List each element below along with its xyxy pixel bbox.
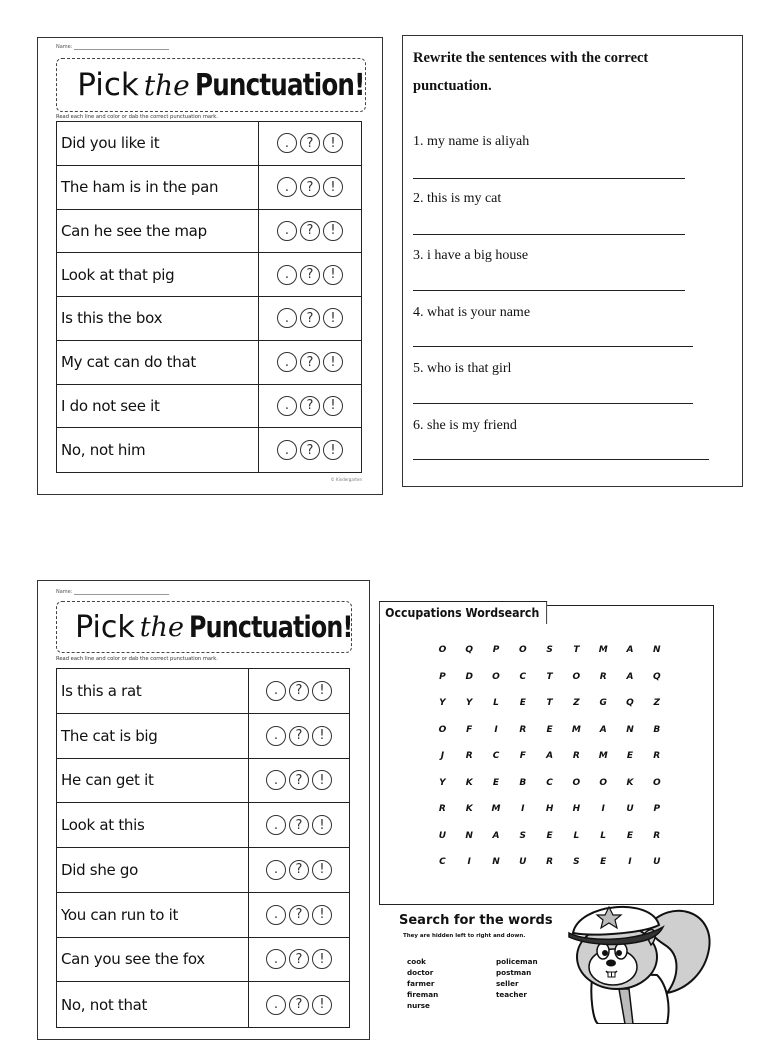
grid-letter[interactable]: C: [546, 777, 553, 788]
exclamation-option[interactable]: !: [323, 352, 343, 372]
grid-letter[interactable]: R: [519, 724, 527, 735]
grid-letter[interactable]: E: [519, 698, 526, 709]
instructions: Read each line and color or dab the correct punctuation mark.: [56, 114, 218, 120]
question-mark-option[interactable]: ?: [289, 995, 309, 1015]
grid-row: [429, 849, 670, 876]
word-item: fireman: [407, 990, 439, 999]
grid-letter[interactable]: O: [438, 645, 447, 656]
title-pick: Pick: [75, 609, 135, 645]
grid-letter[interactable]: U: [438, 830, 447, 841]
sentence-table: [56, 121, 362, 473]
sentence-row: [57, 166, 361, 210]
word-item: cook: [407, 957, 426, 966]
punctuation-options: [249, 938, 349, 982]
exclamation-option[interactable]: !: [323, 177, 343, 197]
period-option[interactable]: .: [277, 177, 297, 197]
answer-line-1[interactable]: [413, 178, 685, 179]
grid-letter[interactable]: T: [546, 671, 553, 682]
punctuation-options: [259, 210, 361, 253]
sentence-row: [57, 210, 361, 254]
rewrite-panel: [402, 35, 743, 487]
answer-line-3[interactable]: [413, 290, 685, 291]
sentence-text: No, not him: [57, 428, 259, 472]
sentence-row: [57, 938, 349, 983]
grid-letter[interactable]: Z: [653, 698, 661, 709]
word-item: doctor: [407, 968, 434, 977]
grid-letter[interactable]: P: [492, 645, 500, 656]
grid-letter[interactable]: U: [626, 804, 634, 815]
punctuation-options: [249, 893, 349, 937]
sentence-row: [57, 759, 349, 804]
grid-letter[interactable]: R: [653, 751, 661, 762]
sentence-text: Is this a rat: [57, 669, 249, 713]
title-the: the: [143, 68, 190, 102]
grid-letter[interactable]: A: [599, 724, 607, 735]
sentence-row: [57, 297, 361, 341]
question-mark-option[interactable]: ?: [300, 308, 320, 328]
question-mark-option[interactable]: ?: [289, 770, 309, 790]
exclamation-option[interactable]: !: [323, 265, 343, 285]
grid-letter[interactable]: R: [546, 857, 554, 868]
punctuation-options: [259, 122, 361, 165]
title-pick: Pick: [77, 67, 139, 103]
grid-letter[interactable]: S: [519, 830, 527, 841]
grid-letter[interactable]: O: [652, 777, 661, 788]
sentence-row: [57, 803, 349, 848]
word-item: postman: [496, 968, 532, 977]
grid-row: [429, 796, 670, 823]
grid-letter[interactable]: P: [439, 671, 446, 682]
sentence-text: Can you see the fox: [57, 938, 249, 982]
grid-letter[interactable]: C: [439, 857, 446, 868]
punctuation-options: [249, 982, 349, 1027]
question-mark-option[interactable]: ?: [300, 352, 320, 372]
search-title: Search for the words: [399, 913, 553, 928]
question-mark-option[interactable]: ?: [300, 396, 320, 416]
grid-letter[interactable]: Q: [652, 671, 661, 682]
exclamation-option[interactable]: !: [323, 440, 343, 460]
exclamation-option[interactable]: !: [312, 815, 332, 835]
question-mark-option[interactable]: ?: [300, 265, 320, 285]
grid-letter[interactable]: H: [545, 804, 554, 815]
sentence-text: Look at this: [57, 803, 249, 847]
punctuation-options: [259, 341, 361, 384]
word-item: seller: [496, 979, 519, 988]
sentence-text: Did she go: [57, 848, 249, 892]
grid-letter[interactable]: I: [601, 804, 605, 815]
question-mark-option[interactable]: ?: [300, 177, 320, 197]
worksheet-2: [37, 580, 370, 1040]
period-option[interactable]: .: [277, 308, 297, 328]
grid-letter[interactable]: L: [600, 830, 607, 841]
sentence-text: Did you like it: [57, 122, 259, 165]
question-mark-option[interactable]: ?: [289, 860, 309, 880]
question-mark-option[interactable]: ?: [300, 221, 320, 241]
question-mark-option[interactable]: ?: [289, 949, 309, 969]
title-the: the: [139, 611, 184, 643]
grid-letter[interactable]: O: [572, 777, 581, 788]
grid-letter[interactable]: U: [653, 857, 661, 868]
grid-letter[interactable]: G: [599, 698, 607, 709]
sentence-row: [57, 385, 361, 429]
sentence-row: [57, 982, 349, 1027]
period-option[interactable]: .: [266, 995, 286, 1015]
grid-letter[interactable]: E: [546, 724, 553, 735]
rewrite-item-4: 4. what is your name: [413, 305, 531, 320]
rewrite-item-3: 3. i have a big house: [413, 248, 529, 263]
word-item: nurse: [407, 1001, 430, 1010]
answer-line-2[interactable]: [413, 234, 685, 235]
title-punctuation: Punctuation!: [188, 610, 353, 644]
grid-letter[interactable]: C: [519, 671, 527, 682]
sentence-text: My cat can do that: [57, 341, 259, 384]
sentence-table: [56, 668, 350, 1028]
grid-letter[interactable]: R: [465, 751, 473, 762]
rewrite-title: Rewrite the sentences with the correct punctuation.: [413, 50, 649, 94]
period-option[interactable]: .: [266, 815, 286, 835]
period-option[interactable]: .: [266, 770, 286, 790]
grid-letter[interactable]: Y: [439, 777, 446, 788]
question-mark-option[interactable]: ?: [289, 905, 309, 925]
wordsearch-panel: [379, 591, 715, 1024]
exclamation-option[interactable]: !: [312, 681, 332, 701]
punctuation-options: [249, 669, 349, 713]
sentence-text: The ham is in the pan: [57, 166, 259, 209]
grid-letter[interactable]: I: [494, 724, 498, 735]
period-option[interactable]: .: [266, 905, 286, 925]
grid-letter[interactable]: N: [492, 857, 500, 868]
search-subtitle: They are hidden left to right and down.: [403, 933, 526, 939]
word-item: farmer: [407, 979, 435, 988]
exclamation-option[interactable]: !: [323, 396, 343, 416]
title-punctuation: Punctuation!: [194, 67, 365, 103]
grid-letter[interactable]: Q: [626, 698, 634, 709]
grid-letter[interactable]: I: [521, 804, 525, 815]
grid-letter[interactable]: E: [546, 830, 553, 841]
sentence-text: Look at that pig: [57, 253, 259, 296]
period-option[interactable]: .: [277, 352, 297, 372]
sentence-text: Is this the box: [57, 297, 259, 340]
grid-letter[interactable]: S: [573, 857, 580, 868]
grid-letter[interactable]: F: [519, 751, 526, 762]
grid-letter[interactable]: N: [626, 724, 634, 735]
grid-letter[interactable]: A: [492, 830, 500, 841]
grid-letter[interactable]: E: [492, 777, 500, 788]
punctuation-options: [259, 166, 361, 209]
question-mark-option[interactable]: ?: [289, 815, 309, 835]
grid-row: [429, 770, 670, 797]
word-item: policeman: [496, 957, 538, 966]
grid-letter[interactable]: T: [573, 645, 580, 656]
grid-letter[interactable]: R: [572, 751, 580, 762]
period-option[interactable]: .: [266, 726, 286, 746]
grid-letter[interactable]: O: [599, 777, 607, 788]
grid-letter[interactable]: K: [626, 777, 634, 788]
punctuation-options: [249, 759, 349, 803]
sentence-text: The cat is big: [57, 714, 249, 758]
instructions: Read each line and color or dab the correct punctuation mark.: [56, 656, 218, 662]
question-mark-option[interactable]: ?: [289, 681, 309, 701]
exclamation-option[interactable]: !: [323, 308, 343, 328]
grid-row: [429, 823, 670, 850]
sentence-row: [57, 341, 361, 385]
grid-letter[interactable]: O: [492, 671, 500, 682]
sentence-row: [57, 893, 349, 938]
rewrite-item-2: 2. this is my cat: [413, 191, 502, 206]
letter-grid: [429, 637, 670, 876]
grid-letter[interactable]: J: [440, 751, 445, 762]
word-list-1: [407, 956, 438, 1011]
grid-letter[interactable]: B: [519, 777, 527, 788]
exclamation-option[interactable]: !: [312, 905, 332, 925]
rewrite-item-6: 6. she is my friend: [413, 418, 517, 433]
sentence-text: No, not that: [57, 982, 249, 1027]
grid-letter[interactable]: C: [492, 751, 500, 762]
grid-letter[interactable]: R: [599, 671, 607, 682]
sentence-text: He can get it: [57, 759, 249, 803]
grid-letter[interactable]: M: [491, 804, 501, 815]
sentence-row: [57, 714, 349, 759]
sentence-row: [57, 253, 361, 297]
police-squirrel-illustration: [559, 893, 715, 1024]
grid-letter[interactable]: F: [466, 724, 473, 735]
grid-letter[interactable]: Q: [465, 645, 474, 656]
answer-line-6[interactable]: [413, 459, 709, 460]
sentence-text: I do not see it: [57, 385, 259, 428]
question-mark-option[interactable]: ?: [289, 726, 309, 746]
grid-letter[interactable]: N: [653, 645, 661, 656]
period-option[interactable]: .: [277, 265, 297, 285]
grid-letter[interactable]: Z: [573, 698, 580, 709]
grid-letter[interactable]: O: [438, 724, 447, 735]
grid-letter[interactable]: E: [626, 751, 634, 762]
grid-letter[interactable]: L: [573, 830, 580, 841]
period-option[interactable]: .: [277, 396, 297, 416]
exclamation-option[interactable]: !: [312, 770, 332, 790]
grid-letter[interactable]: A: [626, 645, 634, 656]
grid-row: [429, 743, 670, 770]
grid-letter[interactable]: B: [653, 724, 661, 735]
question-mark-option[interactable]: ?: [300, 133, 320, 153]
grid-letter[interactable]: K: [465, 804, 473, 815]
grid-letter[interactable]: I: [628, 857, 632, 868]
grid-letter[interactable]: E: [600, 857, 607, 868]
wordsearch-title: Occupations Wordsearch: [379, 601, 547, 624]
grid-letter[interactable]: U: [519, 857, 527, 868]
name-label: Name:: [56, 589, 73, 595]
exclamation-option[interactable]: !: [323, 221, 343, 241]
grid-row: [429, 717, 670, 744]
grid-letter[interactable]: K: [465, 777, 473, 788]
period-option[interactable]: .: [277, 440, 297, 460]
exclamation-option[interactable]: !: [312, 726, 332, 746]
sentence-row: [57, 428, 361, 472]
sentence-row: [57, 122, 361, 166]
grid-letter[interactable]: I: [467, 857, 471, 868]
grid-letter[interactable]: O: [518, 645, 527, 656]
grid-letter[interactable]: M: [598, 751, 608, 762]
punctuation-options: [249, 803, 349, 847]
question-mark-option[interactable]: ?: [300, 440, 320, 460]
worksheet-title: [56, 58, 366, 112]
grid-letter[interactable]: O: [572, 671, 581, 682]
grid-letter[interactable]: T: [546, 698, 553, 709]
grid-letter[interactable]: H: [572, 804, 581, 815]
punctuation-options: [259, 428, 361, 472]
grid-row: [429, 664, 670, 691]
exclamation-option[interactable]: !: [323, 133, 343, 153]
grid-row: [429, 690, 670, 717]
exclamation-option[interactable]: !: [312, 949, 332, 969]
word-item: teacher: [496, 990, 527, 999]
grid-letter[interactable]: A: [626, 671, 634, 682]
period-option[interactable]: .: [266, 860, 286, 880]
grid-letter[interactable]: D: [465, 671, 473, 682]
grid-letter[interactable]: L: [493, 698, 499, 709]
rewrite-item-5: 5. who is that girl: [413, 361, 512, 376]
sentence-row: [57, 669, 349, 714]
worksheet-title: [56, 601, 352, 653]
grid-letter[interactable]: S: [546, 645, 553, 656]
answer-line-5[interactable]: [413, 403, 693, 404]
grid-letter[interactable]: M: [571, 724, 581, 735]
sentence-text: You can run to it: [57, 893, 249, 937]
grid-letter[interactable]: Y: [465, 698, 473, 709]
grid-letter[interactable]: M: [598, 645, 608, 656]
grid-letter[interactable]: Y: [439, 698, 446, 709]
punctuation-options: [259, 253, 361, 296]
sentence-text: Can he see the map: [57, 210, 259, 253]
grid-row: [429, 637, 670, 664]
grid-letter[interactable]: P: [653, 804, 661, 815]
sentence-row: [57, 848, 349, 893]
answer-line-4[interactable]: [413, 346, 693, 347]
exclamation-option[interactable]: !: [312, 995, 332, 1015]
grid-letter[interactable]: R: [438, 804, 446, 815]
punctuation-options: [259, 297, 361, 340]
period-option[interactable]: .: [277, 221, 297, 241]
grid-letter[interactable]: N: [465, 830, 473, 841]
grid-letter[interactable]: A: [546, 751, 554, 762]
punctuation-options: [249, 848, 349, 892]
word-list-2: [496, 956, 538, 1000]
rewrite-item-1: 1. my name is aliyah: [413, 134, 530, 149]
period-option[interactable]: .: [277, 133, 297, 153]
period-option[interactable]: .: [266, 949, 286, 969]
worksheet-1: [37, 37, 383, 495]
grid-letter[interactable]: R: [653, 830, 661, 841]
name-label: Name:: [56, 44, 73, 50]
punctuation-options: [259, 385, 361, 428]
exclamation-option[interactable]: !: [312, 860, 332, 880]
copyright-footer: © Kindergarten: [330, 477, 362, 482]
punctuation-options: [249, 714, 349, 758]
period-option[interactable]: .: [266, 681, 286, 701]
grid-letter[interactable]: E: [626, 830, 634, 841]
